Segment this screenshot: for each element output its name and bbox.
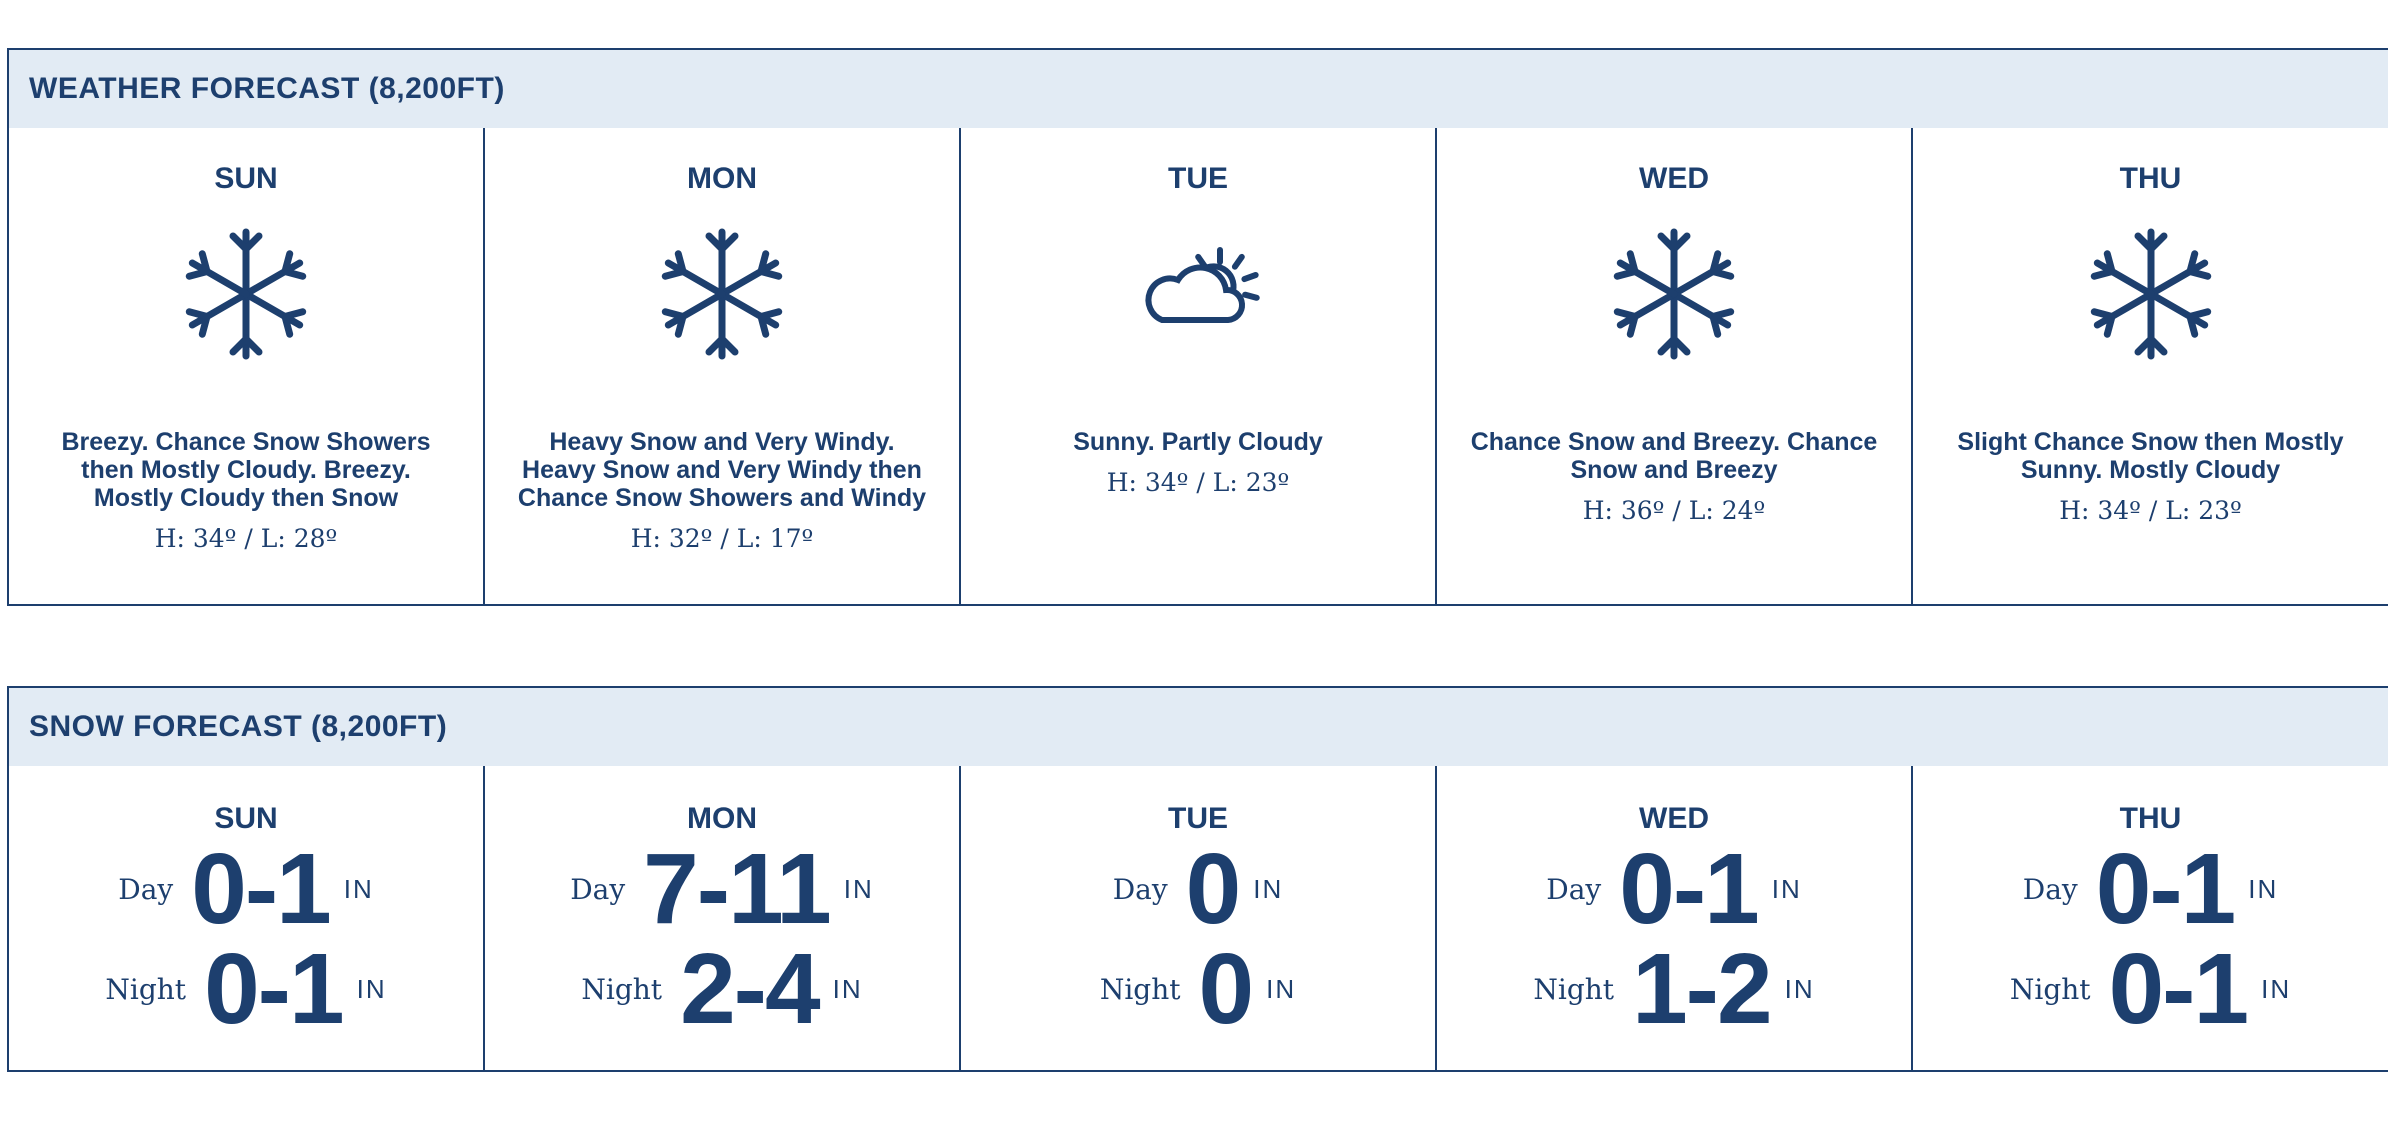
day-snow-row xyxy=(1546,833,1802,945)
weather-day-wed xyxy=(1437,128,1913,604)
weather-day-thu xyxy=(1913,128,2388,604)
temperature-high-low: H: 34º / L: 23º xyxy=(1106,468,1290,497)
night-snow-row xyxy=(2009,933,2292,1045)
temperature-high-low: H: 34º / L: 23º xyxy=(2059,496,2242,525)
night-snow-row xyxy=(1099,933,1297,1045)
snowflake-icon xyxy=(1604,224,1744,364)
day-name: SUN xyxy=(214,802,278,835)
snowflake-icon xyxy=(176,224,316,364)
night-label: Night xyxy=(105,972,187,1006)
weather-forecast-title: WEATHER FORECAST (8,200FT) xyxy=(9,50,2388,128)
night-snow-row xyxy=(105,933,387,1045)
day-name: TUE xyxy=(1168,802,1228,835)
day-name: MON xyxy=(687,802,757,835)
day-snow-amount: 0-1 xyxy=(1619,833,1758,945)
night-snow-row xyxy=(581,933,863,1045)
night-snow-amount: 0-1 xyxy=(204,933,343,1045)
snow-unit: IN xyxy=(1771,873,1802,904)
day-name: WED xyxy=(1639,162,1709,195)
day-snow-amount: 0 xyxy=(1185,833,1240,945)
forecast-description: Sunny. Partly Cloudy xyxy=(1073,428,1323,456)
snow-unit: IN xyxy=(1784,973,1815,1004)
forecast-description: Breezy. Chance Snow Showers then Mostly Cloudy. Breezy. Mostly Cloudy then Snow xyxy=(61,428,431,512)
day-name: SUN xyxy=(214,162,278,195)
weather-day-mon xyxy=(485,128,961,604)
night-label: Night xyxy=(1099,972,1181,1006)
snow-unit: IN xyxy=(2248,873,2279,904)
day-name: TUE xyxy=(1168,162,1228,195)
snow-unit: IN xyxy=(832,973,863,1004)
forecast-description: Chance Snow and Breezy. Chance Snow and Breezy xyxy=(1470,428,1878,484)
snow-unit: IN xyxy=(2261,973,2292,1004)
day-label: Day xyxy=(1546,872,1602,906)
day-snow-row xyxy=(118,833,374,945)
day-label: Day xyxy=(1112,872,1168,906)
forecast-description: Slight Chance Snow then Mostly Sunny. Mostly Cloudy xyxy=(1957,428,2344,484)
snow-forecast-panel xyxy=(7,686,2388,1072)
night-snow-amount: 1-2 xyxy=(1632,933,1771,1045)
night-label: Night xyxy=(2009,972,2091,1006)
forecast-description: Heavy Snow and Very Windy. Heavy Snow and Very Windy then Chance Snow Showers and Windy xyxy=(517,428,927,512)
night-snow-amount: 0-1 xyxy=(2108,933,2248,1045)
day-label: Day xyxy=(118,872,174,906)
day-name: MON xyxy=(687,162,757,195)
day-snow-row xyxy=(2022,833,2279,945)
night-snow-amount: 2-4 xyxy=(680,933,819,1045)
day-snow-amount: 7-11 xyxy=(643,833,830,945)
snow-day-wed xyxy=(1437,766,1913,1070)
snow-forecast-title: SNOW FORECAST (8,200FT) xyxy=(9,688,2388,766)
snow-day-sun xyxy=(9,766,485,1070)
temperature-high-low: H: 34º / L: 28º xyxy=(154,524,338,553)
snowflake-icon xyxy=(2081,224,2221,364)
snowflake-icon xyxy=(652,224,792,364)
snow-unit: IN xyxy=(356,973,387,1004)
partly-cloudy-icon xyxy=(1128,224,1268,364)
day-snow-amount: 0-1 xyxy=(2095,833,2235,945)
snow-unit: IN xyxy=(843,873,874,904)
weather-day-tue xyxy=(961,128,1437,604)
night-snow-amount: 0 xyxy=(1198,933,1253,1045)
weather-days xyxy=(9,128,2388,604)
night-snow-row xyxy=(1533,933,1815,1045)
weather-forecast-panel xyxy=(7,48,2388,606)
day-name: THU xyxy=(2119,162,2182,195)
day-name: WED xyxy=(1639,802,1709,835)
day-snow-row xyxy=(570,833,874,945)
day-label: Day xyxy=(2022,872,2078,906)
day-snow-row xyxy=(1112,833,1284,945)
snow-day-mon xyxy=(485,766,961,1070)
snow-unit: IN xyxy=(343,873,374,904)
temperature-high-low: H: 32º / L: 17º xyxy=(630,524,814,553)
night-label: Night xyxy=(1533,972,1615,1006)
snow-day-tue xyxy=(961,766,1437,1070)
weather-day-sun xyxy=(9,128,485,604)
snow-unit: IN xyxy=(1266,973,1297,1004)
day-name: THU xyxy=(2119,802,2182,835)
snow-unit: IN xyxy=(1253,873,1284,904)
night-label: Night xyxy=(581,972,663,1006)
day-label: Day xyxy=(570,872,626,906)
snow-days xyxy=(9,766,2388,1070)
temperature-high-low: H: 36º / L: 24º xyxy=(1582,496,1766,525)
day-snow-amount: 0-1 xyxy=(191,833,330,945)
snow-day-thu xyxy=(1913,766,2388,1070)
